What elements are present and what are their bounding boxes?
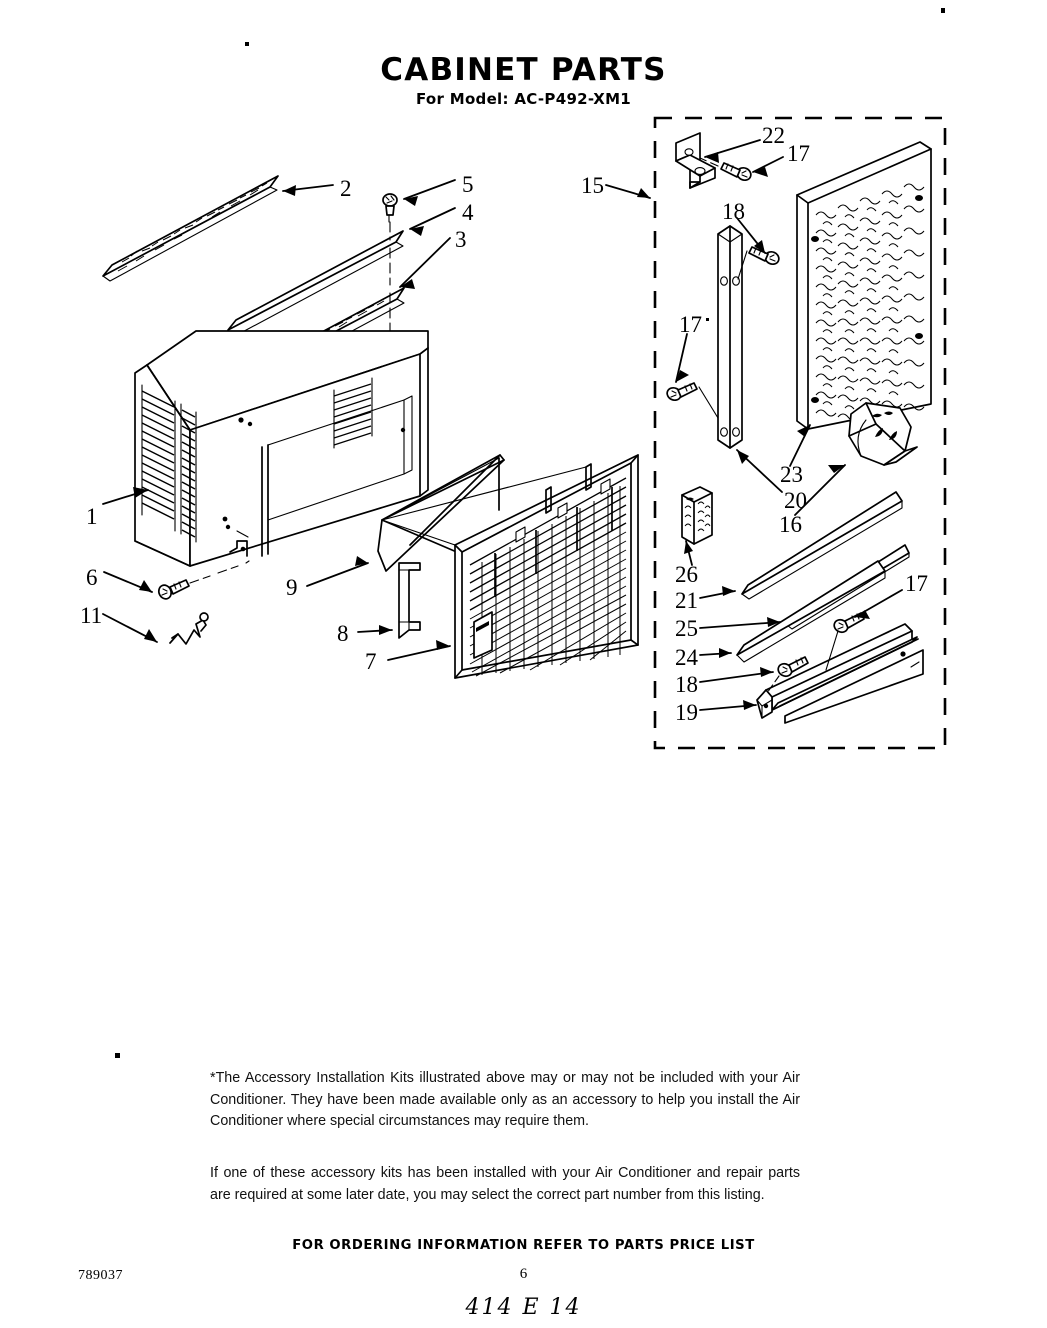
page-title: CABINET PARTS [380, 52, 667, 88]
callout-8: 8 [337, 621, 349, 646]
callout-20: 20 [784, 488, 807, 513]
callout-18: 18 [722, 199, 745, 224]
callout-17-sill: 17 [905, 571, 928, 596]
callout-25: 25 [675, 616, 698, 641]
accessory-note-paragraph-2: If one of these accessory kits has been installed with your Air Conditioner and repair parts are required at some later date, you may select the correct part number from this listing. [210, 1165, 800, 1203]
part-grille-bracket [399, 563, 420, 638]
page-number: 6 [519, 1266, 528, 1282]
part-spring-clip [170, 613, 208, 644]
document-number: 789037 [78, 1268, 123, 1283]
callout-1: 1 [86, 504, 98, 529]
part-top-seal-strip [103, 176, 278, 281]
part-long-seal-strip [742, 492, 902, 599]
handwritten-annotation: 414 E 14 [465, 1295, 582, 1320]
part-rail-screw-upper [738, 247, 781, 279]
callout-16: 16 [779, 512, 802, 537]
part-rail-screw [383, 194, 397, 222]
callout-23: 23 [780, 462, 803, 487]
part-foam-insulation-panel [797, 142, 931, 429]
callout-2: 2 [340, 176, 352, 201]
callout-18-sill: 18 [675, 672, 698, 697]
model-subtitle: For Model: AC-P492-XM1 [415, 90, 632, 108]
callout-9: 9 [286, 575, 298, 600]
callout-17: 17 [787, 141, 810, 166]
part-corner-angle-bracket [676, 133, 715, 188]
callout-4: 4 [462, 200, 474, 225]
part-cabinet-screw [157, 561, 249, 601]
part-top-rail [228, 231, 403, 336]
part-vertical-angle-rail [718, 226, 742, 448]
callout-3: 3 [455, 227, 467, 252]
accessory-note-paragraph-1: *The Accessory Installation Kits illustrated above may or may not be included with your Air Conditioner. They have been made available only as an accessory to help you install the Air Conditioner where special circumstances may require them. [210, 1070, 800, 1129]
callout-19: 19 [675, 700, 698, 725]
callout-15: 15 [581, 173, 604, 198]
callout-21: 21 [675, 588, 698, 613]
callout-6: 6 [86, 565, 98, 590]
ordering-information-line: FOR ORDERING INFORMATION REFER TO PARTS PRICE LIST [292, 1238, 755, 1253]
callout-26: 26 [675, 562, 698, 587]
part-clamp-bracket [849, 403, 917, 465]
callout-5: 5 [462, 172, 474, 197]
callout-11: 11 [80, 603, 103, 628]
callout-22: 22 [762, 123, 785, 148]
part-front-grille [455, 455, 638, 678]
part-foam-block [682, 487, 712, 544]
callout-17-left: 17 [679, 312, 702, 337]
part-mounting-screw-left [665, 383, 718, 418]
callout-7: 7 [365, 649, 377, 674]
callout-24: 24 [675, 645, 698, 670]
